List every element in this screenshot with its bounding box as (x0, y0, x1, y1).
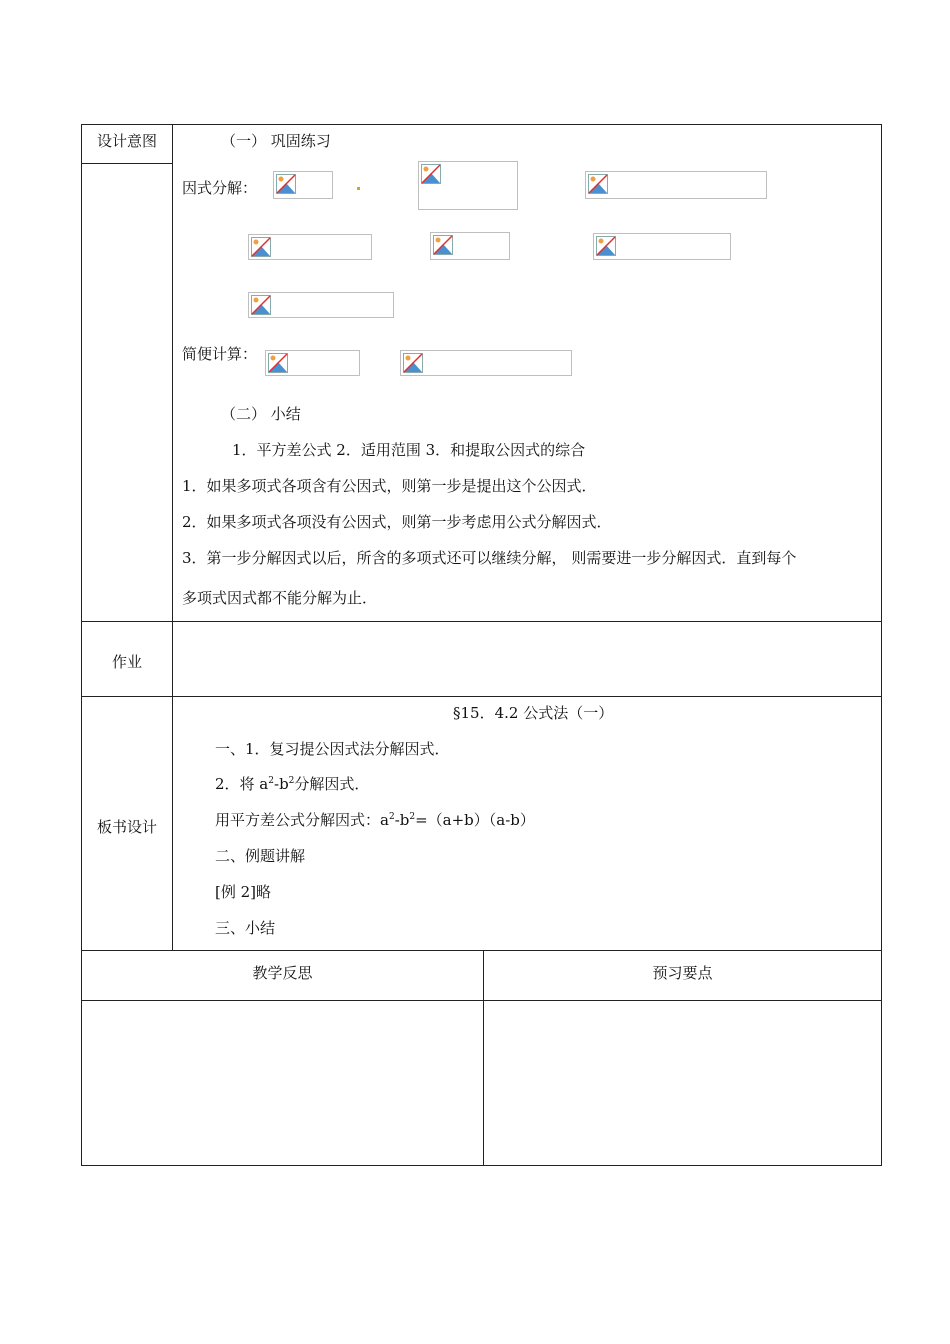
stray-mark (357, 187, 360, 190)
exponent: 2 (409, 812, 416, 822)
row-divider-homework-top (81, 621, 882, 622)
broken-image-icon (593, 233, 731, 260)
board-line-3 (215, 809, 535, 830)
factor-label: 因式分解： (182, 179, 258, 197)
board-line-3-text: 用平方差公式分解因式：a (215, 811, 389, 829)
compute-label: 简便计算： (182, 345, 258, 363)
summary-items: 1．平方差公式 2．适用范围 3．和提取公因式的综合 (232, 441, 586, 459)
summary-point-3: 3．第一步分解因式以后，所含的多项式还可以继续分解， 则需要进一步分解因式．直到每个 (182, 549, 797, 567)
label-homework: 作业 (111, 653, 142, 671)
table-border-right (881, 124, 882, 1166)
broken-image-icon (248, 234, 372, 260)
board-line-3-text: -b (394, 811, 410, 829)
table-border-top (81, 124, 882, 125)
board-line-5: [例 2]略 (215, 883, 272, 901)
board-title: §15．4.2 公式法（一） (453, 704, 614, 722)
label-preview-points: 预习要点 (652, 964, 713, 982)
board-line-4: 二、例题讲解 (215, 847, 306, 865)
broken-image-icon (265, 350, 360, 376)
label-teaching-reflection: 教学反思 (252, 964, 313, 982)
summary-point-1: 1．如果多项式各项含有公因式，则第一步是提出这个公因式． (182, 477, 597, 495)
summary-heading: （二） 小结 (221, 405, 301, 423)
broken-image-icon (248, 292, 394, 318)
broken-image-icon (430, 232, 510, 260)
broken-image-icon (585, 171, 767, 199)
consolidation-heading: （一） 巩固练习 (221, 132, 331, 150)
row-divider-reflection-header (81, 1000, 882, 1001)
board-line-2 (215, 773, 369, 794)
board-line-6: 三、小结 (215, 919, 276, 937)
label-design-intent: 设计意图 (96, 132, 157, 150)
label-board-design: 板书设计 (96, 818, 157, 836)
row-divider-board-top (81, 696, 882, 697)
summary-point-3-cont: 多项式因式都不能分解为止． (182, 589, 378, 607)
summary-point-2: 2．如果多项式各项没有公因式，则第一步考虑用公式分解因式． (182, 513, 612, 531)
board-line-2-text: -b (274, 775, 289, 793)
board-line-2-text: 2．将 a (215, 775, 269, 793)
row-divider-design-label (81, 163, 173, 164)
board-line-1: 一、1．复习提公因式法分解因式． (215, 740, 450, 758)
broken-image-icon (418, 161, 518, 210)
table-border-left (81, 124, 82, 1166)
board-line-2-text: 分解因式． (294, 775, 370, 793)
board-line-3-text: =（a+b）（a-b） (415, 811, 535, 829)
exponent: 2 (288, 776, 295, 786)
exponent: 2 (268, 776, 274, 786)
broken-image-icon (273, 171, 333, 199)
exponent: 2 (388, 812, 395, 822)
broken-image-icon (400, 350, 572, 376)
table-border-bottom (81, 1165, 882, 1166)
row-divider-reflection-top (81, 950, 882, 951)
